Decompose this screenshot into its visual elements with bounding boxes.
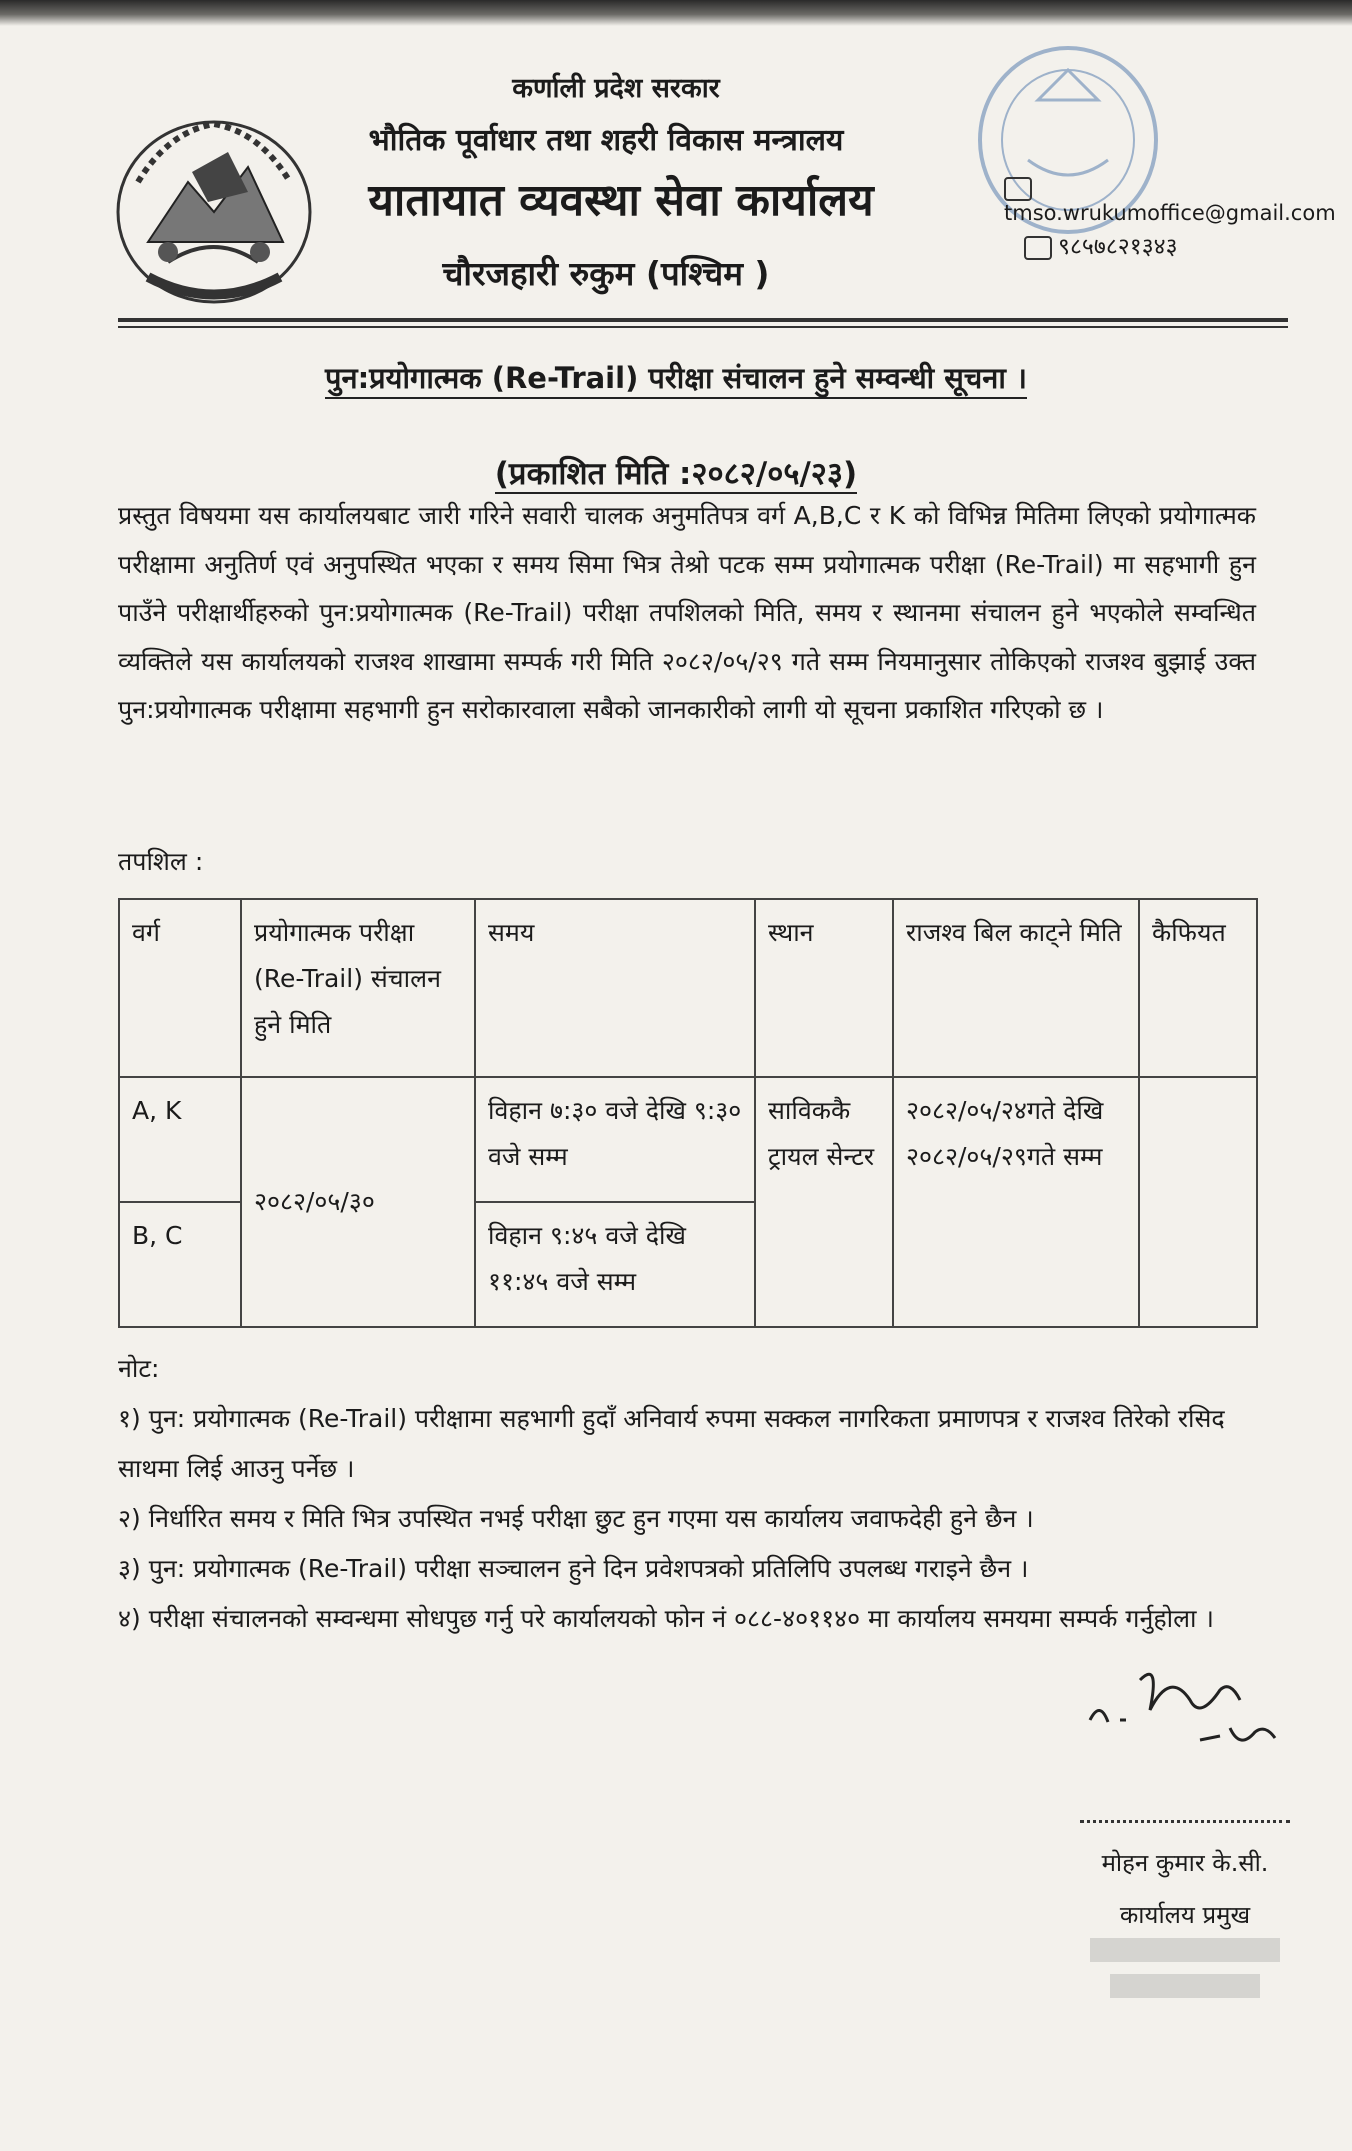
contact-email	[1004, 176, 1352, 225]
table-row	[119, 1077, 1257, 1202]
header-place: स्थान	[755, 899, 893, 1077]
note-item: ४) परीक्षा संचालनको सम्वन्धमा सोधपुछ गर्नु परे कार्यालयको फोन नं ०८८-४०११४० मा कार्यालय समयमा सम्पर्क गर्नुहोला ।	[118, 1604, 1214, 1633]
email-icon	[1004, 177, 1032, 201]
header-office: यातायात व्यवस्था सेवा कार्यालय	[368, 175, 874, 226]
contact-phone	[1024, 229, 1178, 261]
note-item: ३) पुन: प्रयोगात्मक (Re-Trail) परीक्षा सञ्चालन हुने दिन प्रवेशपत्रको प्रतिलिपि उपलब्ध गराइने छैन ।	[118, 1554, 1029, 1583]
exam-date-cell: २०८२/०५/३०	[241, 1077, 475, 1327]
note-item: १) पुन: प्रयोगात्मक (Re-Trail) परीक्षामा सहभागी हुदाँ अनिवार्य रुपमा सक्कल नागरिकता प्रमाणपत्र र राजश्व तिरेको रसिद साथमा लिई आउनु पर्नेछ ।	[118, 1404, 1225, 1483]
phone-text: ९८५७८२१३४३	[1058, 234, 1178, 260]
header-government: कर्णाली प्रदेश सरकार	[512, 73, 720, 104]
notes-section	[118, 1344, 1258, 1644]
remarks-cell	[1139, 1077, 1257, 1327]
header-divider	[118, 318, 1288, 322]
header-divider-thin	[118, 326, 1288, 328]
signatory-title: कार्यालय प्रमुख	[1119, 1901, 1251, 1929]
header-class: वर्ग	[119, 899, 241, 1077]
table-header-row	[119, 899, 1257, 1077]
header-ministry: भौतिक पूर्वाधार तथा शहरी विकास मन्त्रालय	[368, 123, 844, 158]
header-bill-date: राजश्व बिल काट्ने मिति	[893, 899, 1139, 1077]
header-remarks: कैफियत	[1139, 899, 1257, 1077]
header-location: चौरजहारी रुकुम (पश्चिम )	[442, 254, 770, 293]
phone-icon	[1024, 236, 1052, 260]
schedule-table	[118, 898, 1258, 1328]
handwritten-signature	[1080, 1640, 1290, 1760]
scan-top-shadow	[0, 0, 1352, 26]
note-item: २) निर्धारित समय र मिति भित्र उपस्थित नभई परीक्षा छुट हुन गएमा यस कार्यालय जवाफदेही हुने छैन ।	[118, 1504, 1034, 1533]
signatory-name: मोहन कुमार के.सी.	[1101, 1849, 1269, 1877]
time-cell: विहान ७:३० वजे देखि ९:३० वजे सम्म	[475, 1077, 755, 1202]
place-cell: साविककै ट्रायल सेन्टर	[755, 1077, 893, 1327]
class-cell: B, C	[119, 1202, 241, 1327]
stamp-bleed-icon	[1080, 1928, 1290, 2008]
published-date: (प्रकाशित मिति :२०८२/०५/२३)	[494, 456, 858, 492]
class-cell: A, K	[119, 1077, 241, 1202]
time-cell: विहान ९:४५ वजे देखि ११:४५ वजे सम्म	[475, 1202, 755, 1327]
notice-body: प्रस्तुत विषयमा यस कार्यालयबाट जारी गरिने सवारी चालक अनुमतिपत्र वर्ग A,B,C र K को विभिन्न मितिमा लिएको प्रयोगात्मक परीक्षामा अनुतिर्ण एवं अनुपस्थित भएका र समय सिमा भित्र तेश्रो पटक सम्म प्रयोगात्मक परीक्षा (Re-Trail) मा सहभागी हुन पाउँने परीक्षार्थीहरुको पुन:प्रयोगात्मक (Re-Trail) परीक्षा तपशिलको मिति, समय र स्थानमा संचालन हुने भएकोले सम्वन्धित व्यक्तिले यस कार्यालयको राजश्व शाखामा सम्पर्क गरी मिति २०८२/०५/२९ गते सम्म नियमानुसार तोकिएको राजश्व बुझाई उक्त पुन:प्रयोगात्मक परीक्षामा सहभागी हुन सरोकारवाला सबैको जानकारीको लागी यो सूचना प्रकाशित गरिएको छ ।	[118, 501, 1256, 724]
header-exam-date: प्रयोगात्मक परीक्षा (Re-Trail) संचालन हुने मिति	[241, 899, 475, 1077]
bill-date-cell: २०८२/०५/२४गते देखि २०८२/०५/२९गते सम्म	[893, 1077, 1139, 1327]
notice-subject: पुन:प्रयोगात्मक (Re-Trail) परीक्षा संचालन हुने सम्वन्धी सूचना ।	[0, 358, 1352, 397]
email-text: tmso.wrukumoffice@gmail.com	[1004, 201, 1336, 225]
signature-line	[1080, 1820, 1290, 1823]
header-time: समय	[475, 899, 755, 1077]
tapsil-label: तपशिल :	[118, 847, 204, 876]
notes-label: नोट:	[118, 1354, 160, 1383]
